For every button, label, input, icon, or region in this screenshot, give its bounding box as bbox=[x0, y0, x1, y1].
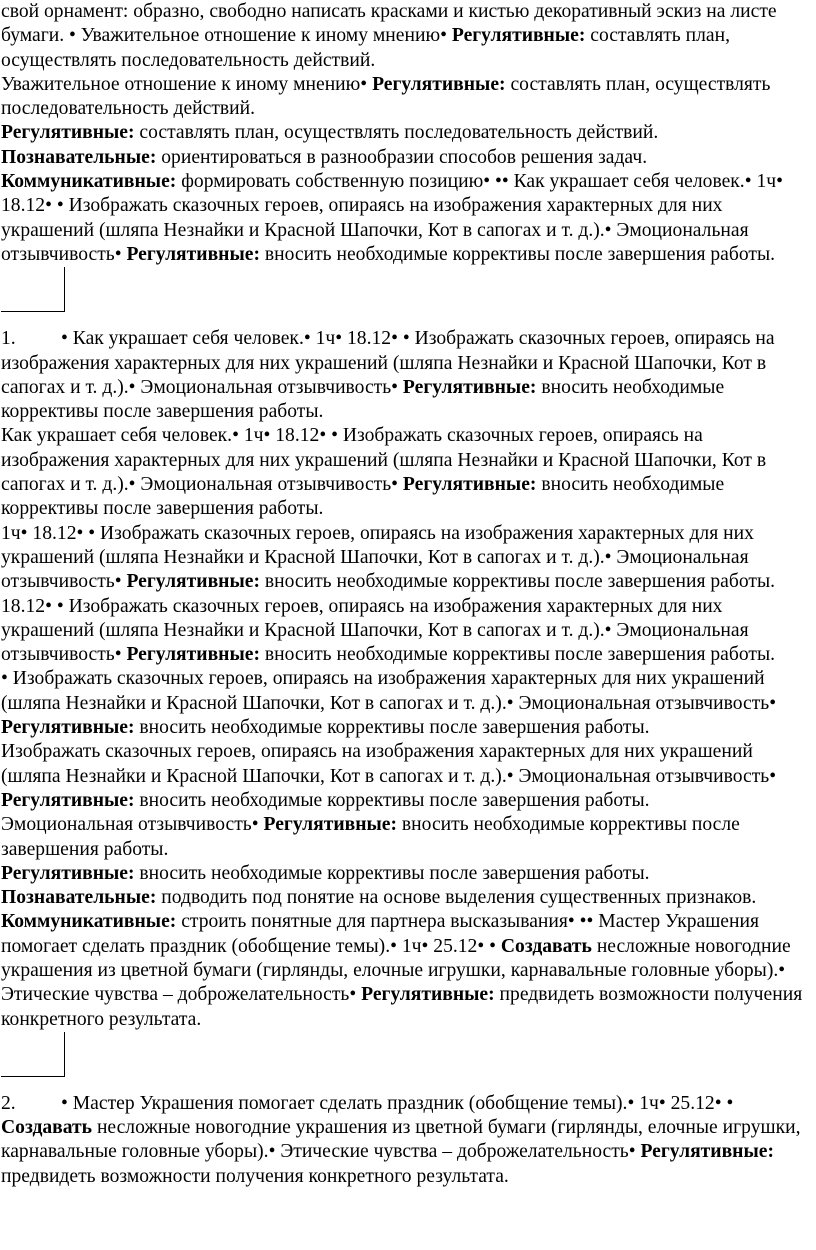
bold-term: Регулятивные: bbox=[361, 984, 495, 1006]
bold-term: Регулятивные: bbox=[402, 376, 537, 398]
bold-term: Регулятивные: bbox=[402, 474, 537, 496]
text-run: вносить необходимые коррективы после завершения работы. bbox=[134, 789, 650, 811]
text-run: составлять план, осуществлять последовательность действий. bbox=[1, 25, 730, 71]
text-run: подводить под понятие на основе выделения существенных признаков. bbox=[156, 887, 757, 909]
bold-term: Регулятивные: bbox=[451, 25, 586, 47]
text-run: Уважительное отношение к иному мнению• bbox=[1, 73, 373, 95]
text-run: вносить необходимые коррективы после завершения работы. bbox=[259, 571, 776, 593]
paragraph bbox=[1, 740, 813, 813]
text-run: составлять план, осуществлять последовательность действий. bbox=[134, 122, 659, 144]
text-run: составлять план, осуществлять последовательность действий. bbox=[1, 73, 771, 120]
bold-term: Создавать bbox=[1, 1117, 93, 1139]
text-run: вносить необходимые коррективы после завершения работы. bbox=[134, 862, 650, 884]
table-horizontal-rule bbox=[1, 1076, 65, 1077]
bold-term: Регулятивные: bbox=[1, 862, 135, 884]
bold-term: Познавательные: bbox=[1, 887, 157, 909]
paragraph bbox=[1, 0, 813, 73]
text-run: • Как украшает себя человек.• 1ч• 18.12• • Изображать сказочных героев, опираясь на изображения характерных для них украшений (шляпа Незнайки и Красной Шапочки, Кот в сапогах и т. д.).• Эмоциональная отзывчивость• bbox=[1, 328, 775, 398]
paragraph bbox=[1, 910, 813, 1031]
text-run: вносить необходимые коррективы после завершения работы. bbox=[1, 474, 725, 520]
bold-term: Создавать bbox=[500, 935, 592, 957]
paragraph bbox=[1, 327, 813, 424]
text-run: вносить необходимые коррективы после завершения работы. bbox=[259, 644, 776, 666]
text-run: свой орнамент: образно, свободно написать красками и кистью декоративный эскиз на листе бумаги. • Уважительное отношение к иному мнению• bbox=[1, 1, 777, 47]
table-vertical-rule bbox=[64, 267, 65, 311]
paragraph bbox=[1, 862, 813, 886]
table-vertical-rule bbox=[64, 1032, 65, 1076]
bold-term: Коммуникативные: bbox=[1, 911, 177, 933]
bold-term: Регулятивные: bbox=[640, 1141, 774, 1163]
text-run: 1ч• 18.12• • Изображать сказочных героев, опираясь на изображения характерных для них украшений (шляпа Незнайки и Красной Шапочки, Кот в сапогах и т. д.).• Эмоциональная отзывчивость• bbox=[1, 522, 754, 593]
bold-term: Регулятивные: bbox=[1, 717, 135, 739]
text-run: несложные новогодние украшения из цветной бумаги (гирлянды, елочные игрушки, карнавальные головные уборы).• Этические чувства – доброжелательность• bbox=[1, 1117, 801, 1163]
paragraph bbox=[1, 73, 813, 122]
text-run: Эмоциональная отзывчивость• bbox=[1, 814, 264, 836]
text-run: ориентироваться в разнообразии способов решения задач. bbox=[156, 146, 648, 168]
document-body bbox=[1, 0, 813, 1189]
paragraph bbox=[1, 424, 813, 521]
paragraph bbox=[1, 667, 813, 740]
bold-term: Регулятивные: bbox=[1, 122, 135, 144]
paragraph bbox=[1, 886, 813, 910]
bold-term: Регулятивные: bbox=[126, 644, 260, 666]
paragraph bbox=[1, 170, 813, 267]
bold-term: Регулятивные: bbox=[263, 814, 398, 836]
text-run: вносить необходимые коррективы после завершения работы. bbox=[1, 376, 725, 423]
list-number: 2. bbox=[1, 1092, 16, 1114]
text-run: • Мастер Украшения помогает сделать праздник (обобщение темы).• 1ч• 25.12• • bbox=[61, 1092, 734, 1114]
paragraph bbox=[1, 146, 813, 170]
bold-term: Регулятивные: bbox=[126, 243, 260, 265]
paragraph bbox=[1, 813, 813, 862]
bold-term: Коммуникативные: bbox=[1, 171, 177, 193]
paragraph bbox=[1, 121, 813, 145]
table-cell-border bbox=[1, 267, 813, 327]
text-run: вносить необходимые коррективы после завершения работы. bbox=[259, 243, 776, 265]
bold-term: Регулятивные: bbox=[372, 73, 506, 95]
table-horizontal-rule bbox=[1, 311, 65, 312]
bold-term: Познавательные: bbox=[1, 146, 157, 168]
text-run: 18.12• • Изображать сказочных героев, опираясь на изображения характерных для них украшений (шляпа Незнайки и Красной Шапочки, Кот в сапогах и т. д.).• Эмоциональная отзывчивость• bbox=[1, 595, 749, 666]
text-run: вносить необходимые коррективы после завершения работы. bbox=[134, 717, 650, 739]
text-run: несложные новогодние украшения из цветной бумаги (гирлянды, елочные игрушки, карнавальные головные уборы).• Этические чувства – доброжелательность• bbox=[1, 935, 791, 1006]
paragraph bbox=[1, 595, 813, 668]
text-run: строить понятные для партнера высказывания• •• Мастер Украшения помогает сделать праздник (обобщение темы).• 1ч• 25.12• • bbox=[1, 911, 759, 957]
bold-term: Регулятивные: bbox=[1, 789, 135, 811]
paragraph bbox=[1, 522, 813, 595]
text-run: • Изображать сказочных героев, опираясь на изображения характерных для них украшений (шляпа Незнайки и Красной Шапочки, Кот в сапогах и т. д.).• Эмоциональная отзывчивость• bbox=[1, 668, 777, 714]
text-run: формировать собственную позицию• •• Как украшает себя человек.• 1ч• 18.12• • Изображать сказочных героев, опираясь на изображения характерных для них украшений (шляпа Незнайки и Красной Шапочки, Кот в сапогах и т. д.).• Эмоциональная отзывчивость• bbox=[1, 171, 783, 265]
text-run: вносить необходимые коррективы после завершения работы. bbox=[1, 814, 740, 860]
text-run: предвидеть возможности получения конкретного результата. bbox=[1, 1165, 509, 1187]
bold-term: Регулятивные: bbox=[126, 571, 260, 593]
text-run: предвидеть возможности получения конкретного результата. bbox=[1, 984, 803, 1030]
text-run: Изображать сказочных героев, опираясь на изображения характерных для них украшений (шляпа Незнайки и Красной Шапочки, Кот в сапогах и т. д.).• Эмоциональная отзывчивость• bbox=[1, 741, 777, 787]
list-number: 1. bbox=[1, 328, 16, 350]
table-cell-border bbox=[1, 1032, 813, 1092]
paragraph bbox=[1, 1092, 813, 1189]
text-run: Как украшает себя человек.• 1ч• 18.12• • Изображать сказочных героев, опираясь на изображения характерных для них украшений (шляпа Незнайки и Красной Шапочки, Кот в сапогах и т. д.).• Эмоциональная отзывчивость• bbox=[1, 425, 767, 496]
